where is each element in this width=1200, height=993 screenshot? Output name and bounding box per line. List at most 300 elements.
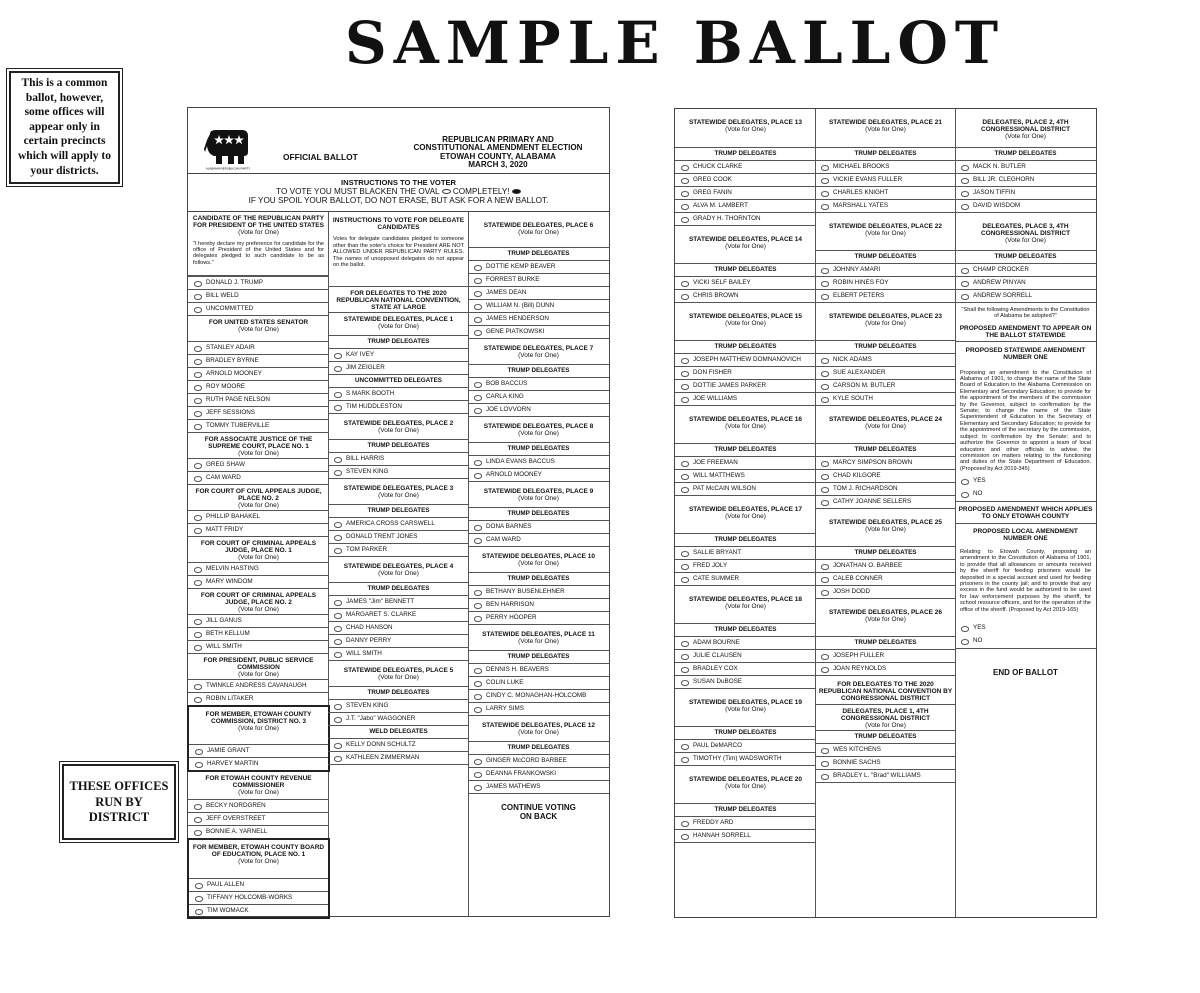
candidate-option[interactable]: GENE PIATKOWSKI — [468, 325, 609, 338]
commission-candidates — [189, 744, 328, 770]
local-amendment-no-option[interactable] — [955, 635, 1096, 648]
instructions-text: TO VOTE YOU MUST BLACKEN THE OVAL — [276, 187, 440, 196]
vote-for-one: (Vote for One) — [865, 230, 906, 238]
race-title-text: STATEWIDE DELEGATES, PLACE 6 — [483, 222, 594, 229]
candidate-option[interactable]: SUSAN DuBOSE — [675, 675, 816, 688]
statewide-amendment-title: PROPOSED AMENDMENT TO APPEAR ON THE BALLOT STATEWIDE — [959, 324, 1092, 340]
candidate-option[interactable]: BETH KELLUM — [188, 627, 329, 640]
candidate-option[interactable]: TIMOTHY (Tim) WADSWORTH — [675, 752, 816, 765]
candidate-option[interactable]: GRADY H. THORNTON — [675, 212, 816, 225]
candidate-option[interactable]: JILL GANUS — [188, 614, 329, 627]
candidate-option[interactable]: KELLY DONN SCHULTZ — [328, 738, 469, 751]
ballot-back-column-1 — [675, 109, 816, 843]
trump-delegates-label: TRUMP DELEGATES — [675, 533, 816, 546]
candidate-option[interactable]: MARSHALL YATES — [815, 199, 956, 212]
common-ballot-note: This is a common ballot, however, some offices will appear only in certain precincts which will apply to your districts. — [9, 71, 120, 184]
civil-candidates — [188, 510, 329, 536]
candidate-option[interactable]: STANLEY ADAIR — [188, 341, 329, 354]
president-candidates — [188, 276, 329, 315]
trump-delegates-label: TRUMP DELEGATES — [468, 507, 609, 520]
candidate-option[interactable]: AMERICA CROSS CARSWELL — [328, 517, 469, 530]
race-title-text: STATEWIDE DELEGATES, PLACE 24 — [828, 416, 943, 423]
candidate-option[interactable]: GREG FANIN — [675, 186, 816, 199]
statewide-amendment-yes-option[interactable] — [955, 475, 1096, 488]
statewide-amendment-no-option[interactable] — [955, 488, 1096, 501]
candidate-option[interactable]: BOB BACCUS — [468, 377, 609, 390]
place10-candidates — [468, 585, 609, 624]
place7-candidates — [468, 377, 609, 416]
place8-title — [468, 416, 609, 442]
instructions-title: INSTRUCTIONS TO THE VOTER — [340, 178, 457, 187]
race-title — [675, 109, 816, 147]
civil-race-title — [188, 484, 329, 510]
uncommitted-delegates-label: UNCOMMITTED DELEGATES — [328, 374, 469, 387]
candidate-option[interactable]: DAVID WISDOM — [955, 199, 1096, 212]
place1-uncommitted-candidates — [328, 387, 469, 413]
instructions-line — [188, 187, 609, 196]
candidate-option[interactable]: JAMES HENDERSON — [468, 312, 609, 325]
crim1-candidates — [188, 562, 329, 588]
candidate-option[interactable]: JOSEPH FULLER — [815, 649, 956, 662]
candidate-option[interactable]: TWINKLE ANDRESS CAVANAUGH — [188, 679, 329, 692]
candidate-option[interactable]: TOM PARKER — [328, 543, 469, 556]
place6-candidates — [468, 260, 609, 338]
candidate-option[interactable]: PERRY HOOPER — [468, 611, 609, 624]
candidate-option[interactable]: JAMES MATHEWS — [468, 780, 609, 793]
candidate-option[interactable]: LINDA EVANS BACCUS — [468, 455, 609, 468]
vote-for-one: (Vote for One) — [378, 570, 419, 578]
candidate-option[interactable]: WILL MATTHEWS — [675, 469, 816, 482]
trump-delegates-label: TRUMP DELEGATES — [328, 439, 469, 452]
vote-for-one: (Vote for One) — [865, 722, 906, 730]
candidate-option[interactable]: TIM WOMACK — [189, 904, 328, 917]
place4-title — [328, 556, 469, 582]
candidate-option[interactable]: BECKY NORDGREN — [188, 799, 329, 812]
race-title-text: FOR ASSOCIATE JUSTICE OF THE SUPREME COURT, PLACE NO. 1 — [204, 436, 313, 451]
crim2-race-title — [188, 588, 329, 614]
race-title-text: STATEWIDE DELEGATES, PLACE 5 — [343, 667, 454, 674]
vote-for-one: (Vote for One) — [238, 502, 279, 510]
candidate-option[interactable]: CATHY JOANNE SELLERS — [815, 495, 956, 508]
psc-race-title — [188, 653, 329, 679]
commission-district-box — [187, 705, 330, 772]
place1-trump-candidates — [328, 348, 469, 374]
candidate-option[interactable]: JASON TIFFIN — [955, 186, 1096, 199]
cd-place1-candidates — [815, 743, 956, 782]
ballot-column-3 — [468, 212, 609, 821]
place12-candidates — [468, 754, 609, 793]
vote-for-one: (Vote for One) — [238, 725, 279, 733]
race-title — [955, 212, 1096, 250]
vote-for-one: (Vote for One) — [725, 423, 766, 431]
candidate-option[interactable]: TOMMY TUBERVILLE — [188, 419, 329, 432]
candidate-option[interactable]: CHAD HANSON — [328, 621, 469, 634]
trump-delegates-label: TRUMP DELEGATES — [675, 803, 816, 816]
candidate-option[interactable]: NICK ADAMS — [815, 353, 956, 366]
delegate-instructions-text: Votes for delegate candidates pledged to someone other than the voter's choice for President ARE NOT ALLOWED UNDER REPUBLICAN PARTY RULES. The names of unopposed delegates do not appear on the ballot. — [333, 236, 464, 269]
candidate-option[interactable]: MACK N. BUTLER — [955, 160, 1096, 173]
race-title-text: STATEWIDE DELEGATES, PLACE 16 — [688, 416, 803, 423]
candidate-option[interactable]: BILL HARRIS — [328, 452, 469, 465]
vote-for-one: (Vote for One) — [378, 674, 419, 682]
trump-delegates-label: TRUMP DELEGATES — [815, 340, 956, 353]
commission-race-title — [189, 707, 328, 744]
candidate-option[interactable]: MELVIN HASTING — [188, 562, 329, 575]
amendment-question: "Shall the following Amendments to the Constitution of Alabama be adopted?" — [955, 302, 1096, 323]
justice-candidates — [188, 458, 329, 484]
candidate-option[interactable]: GREG SHAW — [188, 458, 329, 471]
trump-delegates-label: TRUMP DELEGATES — [675, 443, 816, 456]
race-title — [815, 302, 956, 340]
candidate-option[interactable]: ELBERT PETERS — [815, 289, 956, 302]
vote-for-one: (Vote for One) — [725, 126, 766, 134]
filled-oval-icon — [512, 189, 521, 194]
candidate-option[interactable]: CINDY C. MONAGHAN-HOLCOMB — [468, 689, 609, 702]
candidate-option[interactable]: DENNIS H. BEAVERS — [468, 663, 609, 676]
race-title-text: FOR UNITED STATES SENATOR — [208, 319, 309, 326]
candidate-option[interactable]: CHAMP CROCKER — [955, 263, 1096, 276]
place3-title — [328, 478, 469, 504]
candidate-option[interactable]: STEVEN KING — [328, 699, 469, 712]
vote-for-one: (Vote for One) — [518, 638, 559, 646]
option-label: YES — [973, 624, 986, 631]
trump-delegates-label: TRUMP DELEGATES — [468, 572, 609, 585]
vote-for-one: (Vote for One) — [725, 243, 766, 251]
trump-delegates-label: TRUMP DELEGATES — [675, 340, 816, 353]
candidate-option[interactable]: WILL SMITH — [188, 640, 329, 653]
candidate-option[interactable]: BRADLEY BYRNE — [188, 354, 329, 367]
candidate-option[interactable]: TOM J. RICHARDSON — [815, 482, 956, 495]
race-title-text: FOR COURT OF CRIMINAL APPEALS JUDGE, PLACE NO. 1 — [200, 540, 317, 555]
race-title — [815, 508, 956, 546]
race-title-text: STATEWIDE DELEGATES, PLACE 8 — [483, 423, 594, 430]
logo-caption: ALABAMA REPUBLICAN PARTY — [205, 166, 251, 170]
vote-for-one: (Vote for One) — [238, 229, 279, 237]
ballot-back-column-3-races — [955, 109, 1096, 302]
ballot-back-column-3 — [955, 109, 1096, 678]
statewide-amendment-one-text: Proposing an amendment to the Constitution of Alabama of 1901, to change the name of the State Board of Education to the Alabama Commission on Elementary and Secondary Education; to provide for the appointment of the members of the commission by the Governor, subject to confirmation by the Senate; to change the name of the State Superintendent of Education to the Secretary of Elementary and Secondary Education; to provide for the appointment of the secretary by the commission, subject to confirmation by the Senate; and to authorize the Governor to appoint a team of local educators and other officials to advise the commission on matters relating to the functioning and duties of the State Department of Education. (Proposed by Act 2019-345) — [960, 369, 1091, 472]
instructions-text: COMPLETELY! — [452, 187, 510, 196]
trump-delegates-label: TRUMP DELEGATES — [815, 636, 956, 649]
candidate-option[interactable]: SALLIE BRYANT — [675, 546, 816, 559]
statewide-amendment-one-title: PROPOSED STATEWIDE AMENDMENT NUMBER ONE — [955, 341, 1096, 363]
candidate-option[interactable]: ROBIN LITAKER — [188, 692, 329, 705]
candidate-option[interactable]: MARGARET S. CLARKE — [328, 608, 469, 621]
trump-delegates-label: TRUMP DELEGATES — [955, 250, 1096, 263]
trump-delegates-label: TRUMP DELEGATES — [815, 443, 956, 456]
candidate-option[interactable]: ALVA M. LAMBERT — [675, 199, 816, 212]
candidate-option[interactable]: JAMIE GRANT — [189, 744, 328, 757]
candidate-option[interactable]: BILL JR. CLEGHORN — [955, 173, 1096, 186]
ballot-back — [674, 108, 1097, 918]
candidate-option[interactable]: BONNIE A. YARNELL — [188, 825, 329, 838]
race-title — [815, 598, 956, 636]
race-title — [815, 212, 956, 250]
candidate-option[interactable]: BETHANY BUSENLEHNER — [468, 585, 609, 598]
weld-delegates-label: WELD DELEGATES — [328, 725, 469, 738]
race-title-text: DELEGATES, PLACE 3, 4TH CONGRESSIONAL DISTRICT — [980, 223, 1071, 238]
race-title — [675, 225, 816, 263]
option-label: YES — [973, 477, 986, 485]
crim2-candidates — [188, 614, 329, 653]
candidate-option[interactable]: CARLA KING — [468, 390, 609, 403]
candidate-option[interactable]: SUE ALEXANDER — [815, 366, 956, 379]
race-title-text: STATEWIDE DELEGATES, PLACE 7 — [483, 345, 594, 352]
candidate-option[interactable]: UNCOMMITTED — [188, 302, 329, 315]
page-title: SAMPLE BALLOT — [344, 9, 1006, 77]
trump-delegates-label: TRUMP DELEGATES — [675, 623, 816, 636]
candidate-option[interactable]: DEANNA FRANKOWSKI — [468, 767, 609, 780]
vote-for-one: (Vote for One) — [238, 858, 279, 866]
candidate-option[interactable]: HANNAH SORRELL — [675, 829, 816, 842]
crim1-race-title — [188, 536, 329, 562]
candidate-option[interactable]: BONNIE SACHS — [815, 756, 956, 769]
candidate-option[interactable]: DON FISHER — [675, 366, 816, 379]
candidate-option[interactable]: DONA BARNES — [468, 520, 609, 533]
place1-title — [328, 312, 469, 335]
candidate-option[interactable]: WILL SMITH — [328, 647, 469, 660]
vote-for-one: (Vote for One) — [378, 427, 419, 435]
candidate-option[interactable]: KAY IVEY — [328, 348, 469, 361]
candidate-option[interactable]: CAM WARD — [468, 533, 609, 546]
local-amendment-one-title: PROPOSED LOCAL AMENDMENT NUMBER ONE — [955, 523, 1096, 544]
candidate-option[interactable]: CHRIS BROWN — [675, 289, 816, 302]
column-end-rule — [675, 842, 816, 843]
cd-place1-title — [815, 704, 956, 730]
race-title-text: STATEWIDE DELEGATES, PLACE 19 — [688, 699, 803, 706]
senator-candidates — [188, 341, 329, 432]
race-title-text: STATEWIDE DELEGATES, PLACE 26 — [828, 609, 943, 616]
trump-delegates-label: TRUMP DELEGATES — [675, 147, 816, 160]
place10-title — [468, 546, 609, 572]
candidate-option[interactable]: CATE SUMMER — [675, 572, 816, 585]
end-of-ballot: END OF BALLOT — [955, 648, 1096, 678]
race-title — [675, 302, 816, 340]
place5-weld-candidates — [328, 738, 469, 764]
local-amendment-one-text: Relating to Etowah County, proposing an amendment to the Constitution of Alabama of 1901, to provide that all allowances or amounts received by the sheriff for feeding prisoners would be deposited in a special account and used for feeding prisoners in the county jail; and to provide that any excess in the fund would be authorized to be used for law enforcement purposes by the sheriff, for school resource officers, and for the operation of the office of the sheriff. (Proposed by Act 2019-165) — [960, 548, 1091, 613]
race-title-text: STATEWIDE DELEGATES, PLACE 2 — [343, 420, 454, 427]
vote-for-one: (Vote for One) — [238, 450, 279, 458]
candidate-option[interactable]: WILLIAM N. (Bill) DUNN — [468, 299, 609, 312]
candidate-option[interactable]: JOAN REYNOLDS — [815, 662, 956, 675]
vote-for-one: (Vote for One) — [238, 554, 279, 562]
race-title — [815, 109, 956, 147]
candidate-option[interactable]: ADAM BOURNE — [675, 636, 816, 649]
vote-for-one: (Vote for One) — [865, 320, 906, 328]
candidate-option[interactable]: S MARK BOOTH — [328, 387, 469, 400]
candidate-option[interactable]: BRADLEY L. "Brad" WILLIAMS — [815, 769, 956, 782]
race-title-text: STATEWIDE DELEGATES, PLACE 1 — [343, 316, 454, 323]
place9-title — [468, 481, 609, 507]
candidate-option[interactable]: TIM HUDDLESTON — [328, 400, 469, 413]
race-title-text: FOR COURT OF CRIMINAL APPEALS JUDGE, PLACE NO. 2 — [200, 592, 317, 607]
candidate-option[interactable]: CHARLES KNIGHT — [815, 186, 956, 199]
option-label: NO — [973, 490, 983, 498]
candidate-option[interactable]: VICKI SELF BAILEY — [675, 276, 816, 289]
candidate-option[interactable]: ARNOLD MOONEY — [468, 468, 609, 481]
candidate-option[interactable]: CARSON M. BUTLER — [815, 379, 956, 392]
trump-delegates-label: TRUMP DELEGATES — [675, 263, 816, 276]
candidate-option[interactable]: CAM WARD — [188, 471, 329, 484]
vote-for-one: (Vote for One) — [518, 560, 559, 568]
candidate-option[interactable]: DANNY PERRY — [328, 634, 469, 647]
candidate-option[interactable]: ROY MOORE — [188, 380, 329, 393]
candidate-option[interactable]: BRADLEY COX — [675, 662, 816, 675]
candidate-option[interactable]: FREDDY ARD — [675, 816, 816, 829]
place6-title — [468, 212, 609, 247]
candidate-option[interactable]: CHAD KILGORE — [815, 469, 956, 482]
trump-delegates-label: TRUMP DELEGATES — [328, 582, 469, 595]
place7-title — [468, 338, 609, 364]
revenue-race-title — [188, 772, 329, 799]
race-title — [188, 212, 329, 237]
candidate-option[interactable]: JOSEPH MATTHEW DOMNANOVICH — [675, 353, 816, 366]
candidate-option[interactable]: JIM ZEIGLER — [328, 361, 469, 374]
election-date: MARCH 3, 2020 — [468, 160, 528, 170]
trump-delegates-label: TRUMP DELEGATES — [468, 442, 609, 455]
ballot-back-column-2-races — [815, 109, 956, 675]
rnc-state-at-large-title: FOR DELEGATES TO THE 2020 REPUBLICAN NATIONAL CONVENTION, STATE AT LARGE — [328, 286, 469, 312]
instructions-spoil: IF YOU SPOIL YOUR BALLOT, DO NOT ERASE, BUT ASK FOR A NEW BALLOT. — [248, 196, 549, 205]
trump-delegates-label: TRUMP DELEGATES — [955, 147, 1096, 160]
candidate-option[interactable]: DOTTIE KEMP BEAVER — [468, 260, 609, 273]
race-title-text: STATEWIDE DELEGATES, PLACE 15 — [688, 313, 803, 320]
vote-for-one: (Vote for One) — [238, 789, 279, 797]
candidate-option[interactable]: VICKIE EVANS FULLER — [815, 173, 956, 186]
candidate-option[interactable]: JOE FREEMAN — [675, 456, 816, 469]
race-title-text: DELEGATES, PLACE 2, 4TH CONGRESSIONAL DISTRICT — [980, 119, 1071, 134]
empty-oval-icon — [442, 189, 451, 194]
president-declaration: "I hereby declare my preference for candidate for the office of President of the United States and for delegates pledged to such candidate to be as follows." — [193, 240, 324, 266]
race-title-text: FOR PRESIDENT, PUBLIC SERVICE COMMISSION — [203, 657, 314, 672]
election-line: ETOWAH COUNTY, ALABAMA — [439, 151, 556, 161]
race-title-text: STATEWIDE DELEGATES, PLACE 13 — [688, 119, 803, 126]
candidate-option[interactable]: COLIN LUKE — [468, 676, 609, 689]
race-title — [675, 405, 816, 443]
candidate-option[interactable]: RUTH PAGE NELSON — [188, 393, 329, 406]
race-title-text: STATEWIDE DELEGATES, PLACE 21 — [828, 119, 943, 126]
race-title — [815, 405, 956, 443]
ballot-column-2 — [328, 212, 469, 765]
race-title-text: STATEWIDE DELEGATES, PLACE 9 — [483, 488, 594, 495]
candidate-option[interactable]: JOSH DODD — [815, 585, 956, 598]
candidate-option[interactable]: TIFFANY HOLCOMB-WORKS — [189, 891, 328, 904]
senator-race-title — [188, 315, 329, 341]
candidate-option[interactable]: MARCY SIMPSON BROWN — [815, 456, 956, 469]
vote-for-one: (Vote for One) — [378, 323, 419, 331]
candidate-option[interactable]: FORREST BURKE — [468, 273, 609, 286]
candidate-option[interactable]: JOE WILLIAMS — [675, 392, 816, 405]
delegate-instructions — [328, 212, 469, 286]
candidate-option[interactable]: JEFF OVERSTREET — [188, 812, 329, 825]
psc-candidates — [188, 679, 329, 705]
trump-delegates-label: TRUMP DELEGATES — [815, 147, 956, 160]
candidate-option[interactable]: JOE LOVVORN — [468, 403, 609, 416]
candidate-option[interactable]: JAMES DEAN — [468, 286, 609, 299]
candidate-option[interactable]: BEN HARRISON — [468, 598, 609, 611]
candidate-option[interactable]: DONALD TRENT JONES — [328, 530, 469, 543]
candidate-option[interactable]: JAMES "Jim" BENNETT — [328, 595, 469, 608]
candidate-option[interactable]: ANDREW SORRELL — [955, 289, 1096, 302]
vote-for-one: (Vote for One) — [518, 352, 559, 360]
place11-title — [468, 624, 609, 650]
place8-candidates — [468, 455, 609, 481]
race-title — [955, 109, 1096, 147]
candidate-option[interactable]: PHILLIP BAHAKEL — [188, 510, 329, 523]
candidate-option[interactable]: JULIE CLAUSEN — [675, 649, 816, 662]
vote-for-one: (Vote for One) — [518, 729, 559, 737]
vote-for-one: (Vote for One) — [725, 513, 766, 521]
candidate-option[interactable]: J.T. "Jabo" WAGGONER — [328, 712, 469, 725]
official-ballot-label: OFFICIAL BALLOT — [283, 152, 358, 162]
trump-delegates-label: TRUMP DELEGATES — [815, 250, 956, 263]
continue-voting-note: CONTINUE VOTING ON BACK — [468, 793, 609, 821]
place3-candidates — [328, 517, 469, 556]
race-title-text: STATEWIDE DELEGATES, PLACE 20 — [688, 776, 803, 783]
candidate-option[interactable]: MICHAEL BROOKS — [815, 160, 956, 173]
race-title-text: STATEWIDE DELEGATES, PLACE 3 — [343, 485, 454, 492]
candidate-option[interactable]: JONATHAN O. BARBEE — [815, 559, 956, 572]
candidate-option[interactable]: CALEB CONNER — [815, 572, 956, 585]
candidate-option[interactable]: CHUCK CLARKE — [675, 160, 816, 173]
race-title-text: DELEGATES, PLACE 1, 4TH CONGRESSIONAL DISTRICT — [840, 708, 931, 723]
column-end-rule — [815, 782, 956, 783]
candidate-option[interactable]: ROBIN HINES FOY — [815, 276, 956, 289]
candidate-option[interactable]: PAT McCAIN WILSON — [675, 482, 816, 495]
candidate-option[interactable]: DOTTIE JAMES PARKER — [675, 379, 816, 392]
candidate-option[interactable]: PAUL ALLEN — [189, 878, 328, 891]
race-title-text: FOR MEMBER, ETOWAH COUNTY COMMISSION, DISTRICT NO. 3 — [205, 711, 312, 726]
trump-delegates-label: TRUMP DELEGATES — [675, 726, 816, 739]
candidate-option[interactable]: LARRY SIMS — [468, 702, 609, 715]
race-title — [675, 688, 816, 726]
candidate-option[interactable]: STEVEN KING — [328, 465, 469, 478]
election-title — [393, 136, 603, 170]
candidate-option[interactable]: FRED JOLY — [675, 559, 816, 572]
place11-candidates — [468, 663, 609, 715]
congressional-district-delegates-title: FOR DELEGATES TO THE 2020 REPUBLICAN NATIONAL CONVENTION BY CONGRESSIONAL DISTRICT — [815, 675, 956, 704]
candidate-option[interactable]: JEFF SESSIONS — [188, 406, 329, 419]
vote-for-one: (Vote for One) — [518, 229, 559, 237]
vote-for-one: (Vote for One) — [865, 126, 906, 134]
vote-for-one: (Vote for One) — [238, 326, 279, 334]
candidate-option[interactable]: MATT FRIDY — [188, 523, 329, 536]
candidate-option[interactable]: PAUL DeMARCO — [675, 739, 816, 752]
candidate-option[interactable]: KATHLEEN ZIMMERMAN — [328, 751, 469, 764]
race-title — [675, 765, 816, 803]
candidate-option[interactable]: HARVEY MARTIN — [189, 757, 328, 770]
candidate-option[interactable]: MARY WINDOM — [188, 575, 329, 588]
election-line: CONSTITUTIONAL AMENDMENT ELECTION — [413, 143, 583, 153]
local-amendment-yes-option[interactable] — [955, 622, 1096, 635]
candidate-option[interactable]: ARNOLD MOONEY — [188, 367, 329, 380]
candidate-option[interactable]: BILL WELD — [188, 289, 329, 302]
ballot-front — [187, 107, 610, 917]
trump-delegates-label: TRUMP DELEGATES — [328, 686, 469, 699]
candidate-option[interactable]: ANDREW PINYAN — [955, 276, 1096, 289]
place2-title — [328, 413, 469, 439]
ballot-column-1 — [188, 212, 329, 919]
candidate-option[interactable]: WES KITCHENS — [815, 743, 956, 756]
candidate-option[interactable]: GINGER McCORD BARBEE — [468, 754, 609, 767]
candidate-option[interactable]: GREG COOK — [675, 173, 816, 186]
trump-delegates-label: TRUMP DELEGATES — [468, 364, 609, 377]
local-amendment-applies-title: PROPOSED AMENDMENT WHICH APPLIES TO ONLY ETOWAH COUNTY — [955, 501, 1096, 522]
candidate-option[interactable]: KYLE SOUTH — [815, 392, 956, 405]
candidate-option[interactable]: DONALD J. TRUMP — [188, 276, 329, 289]
district-offices-note: THESE OFFICES RUN BY DISTRICT — [62, 764, 176, 840]
candidate-option[interactable]: JOHNNY AMARI — [815, 263, 956, 276]
